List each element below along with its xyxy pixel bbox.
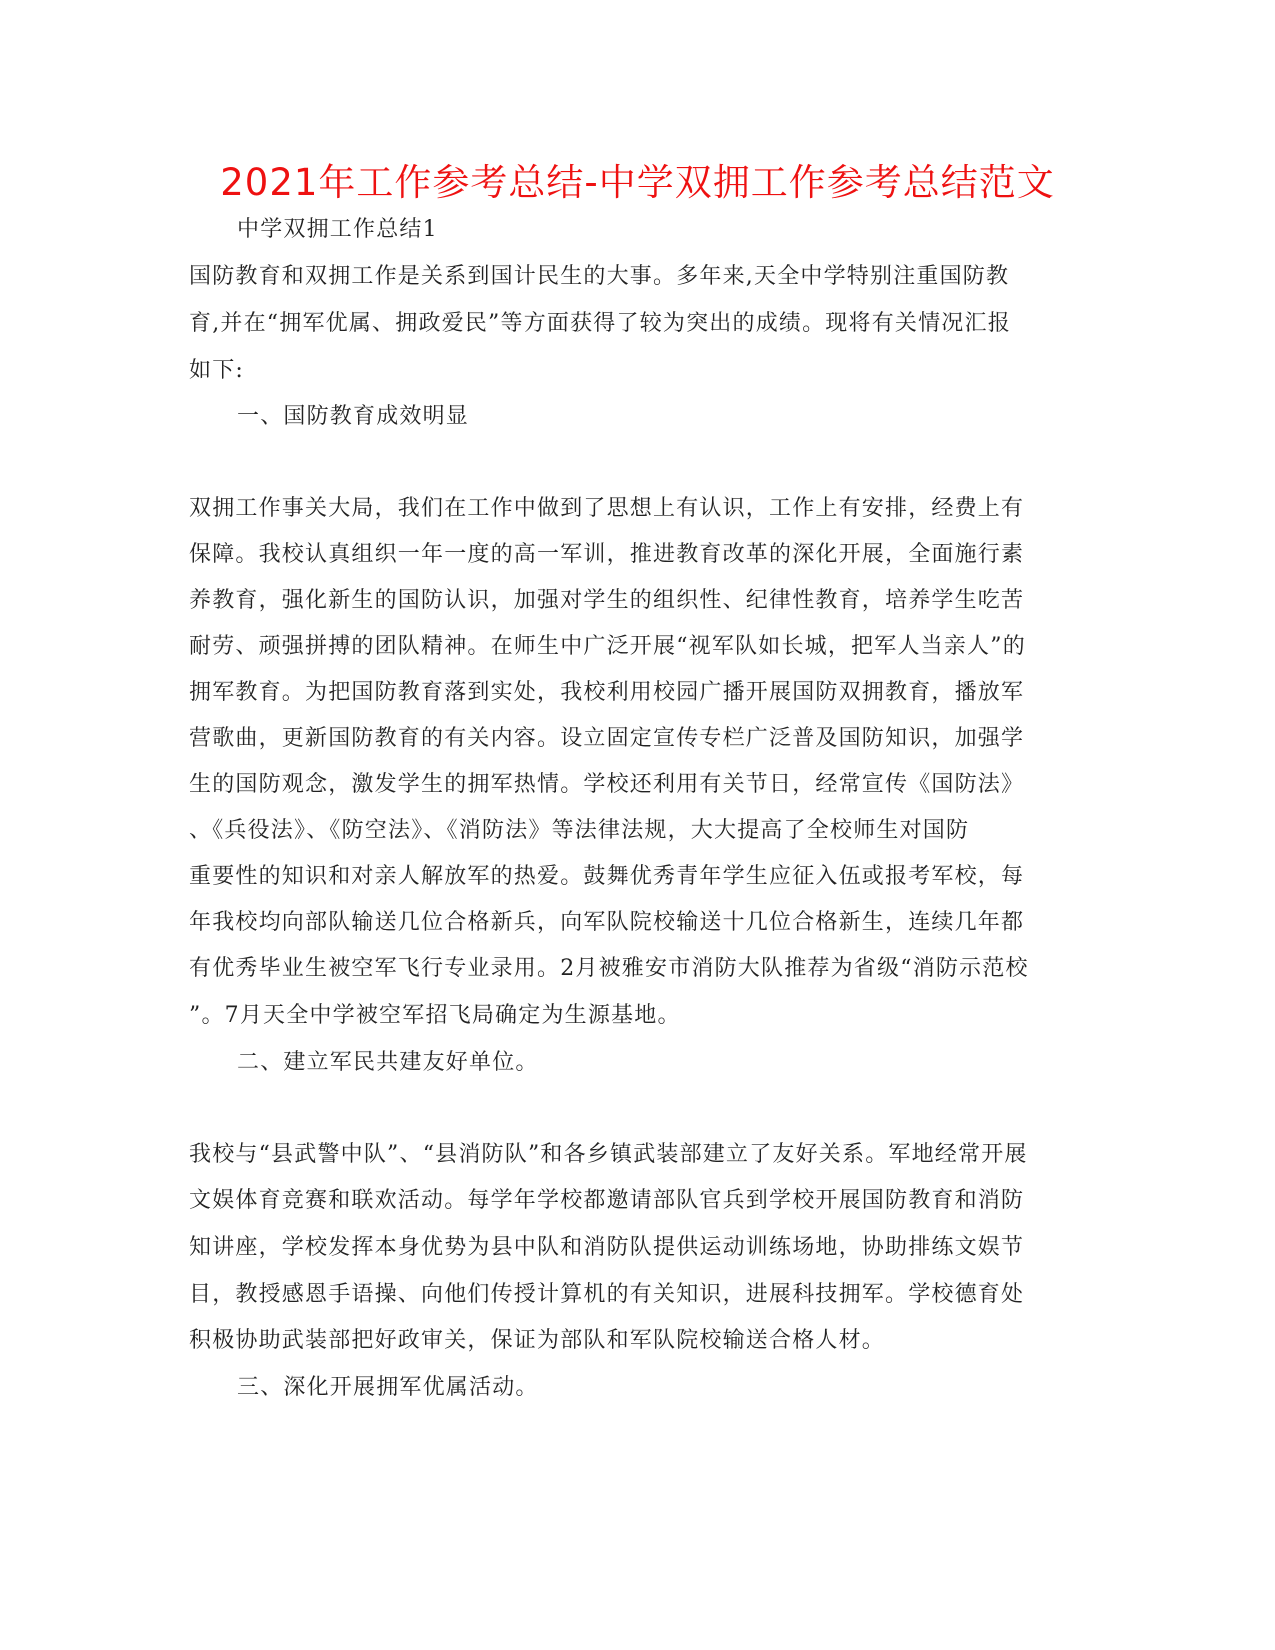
section1-line: 年我校均向部队输送几位合格新兵，向军队院校输送十几位合格新生，连续几年都 — [189, 910, 1025, 935]
section1-line: 养教育，强化新生的国防认识，加强对学生的组织性、纪律性教育，培养学生吃苦 — [189, 588, 1025, 613]
section1-line: 双拥工作事关大局，我们在工作中做到了思想上有认识，工作上有安排，经费上有 — [189, 496, 1025, 521]
section1-line: ”。7月天全中学被空军招飞局确定为生源基地。 — [189, 1003, 681, 1028]
intro-line: 国防教育和双拥工作是关系到国计民生的大事。多年来,天全中学特别注重国防教 — [189, 264, 1010, 289]
section1-line: 有优秀毕业生被空军飞行专业录用。2月被雅安市消防大队推荐为省级“消防示范校 — [189, 956, 1029, 981]
section1-line: 生的国防观念，激发学生的拥军热情。学校还利用有关节日，经常宣传《国防法》 — [189, 772, 1025, 797]
intro-line: 育,并在“拥军优属、拥政爱民”等方面获得了较为突出的成绩。现将有关情况汇报 — [189, 311, 1011, 336]
section1-line: 耐劳、顽强拼搏的团队精神。在师生中广泛开展“视军队如长城，把军人当亲人”的 — [189, 634, 1026, 659]
section-heading-2: 二、建立军民共建友好单位。 — [237, 1050, 539, 1075]
intro-line: 如下: — [189, 358, 245, 383]
section2-line: 积极协助武装部把好政审关，保证为部队和军队院校输送合格人材。 — [189, 1328, 886, 1353]
section-heading-3: 三、深化开展拥军优属活动。 — [237, 1375, 539, 1400]
subtitle: 中学双拥工作总结1 — [237, 217, 438, 242]
section1-line: 重要性的知识和对亲人解放军的热爱。鼓舞优秀青年学生应征入伍或报考军校，每 — [189, 864, 1025, 889]
section1-line: 、《兵役法》、《防空法》、《消防法》等法律法规，大大提高了全校师生对国防 — [189, 818, 970, 843]
section2-line: 我校与“县武警中队”、“县消防队”和各乡镇武装部建立了友好关系。军地经常开展 — [189, 1142, 1028, 1167]
section2-line: 文娱体育竞赛和联欢活动。每学年学校都邀请部队官兵到学校开展国防教育和消防 — [189, 1188, 1025, 1213]
section2-line: 目，教授感恩手语操、向他们传授计算机的有关知识，进展科技拥军。学校德育处 — [189, 1282, 1025, 1307]
section2-line: 知讲座，学校发挥本身优势为县中队和消防队提供运动训练场地，协助排练文娱节 — [189, 1235, 1025, 1260]
section-heading-1: 一、国防教育成效明显 — [237, 404, 470, 429]
document-title: 2021年工作参考总结-中学双拥工作参考总结范文 — [220, 161, 1055, 204]
section1-line: 营歌曲，更新国防教育的有关内容。设立固定宣传专栏广泛普及国防知识，加强学 — [189, 726, 1025, 751]
section1-line: 拥军教育。为把国防教育落到实处，我校利用校园广播开展国防双拥教育，播放军 — [189, 680, 1025, 705]
section1-line: 保障。我校认真组织一年一度的高一军训，推进教育改革的深化开展，全面施行素 — [189, 542, 1025, 567]
